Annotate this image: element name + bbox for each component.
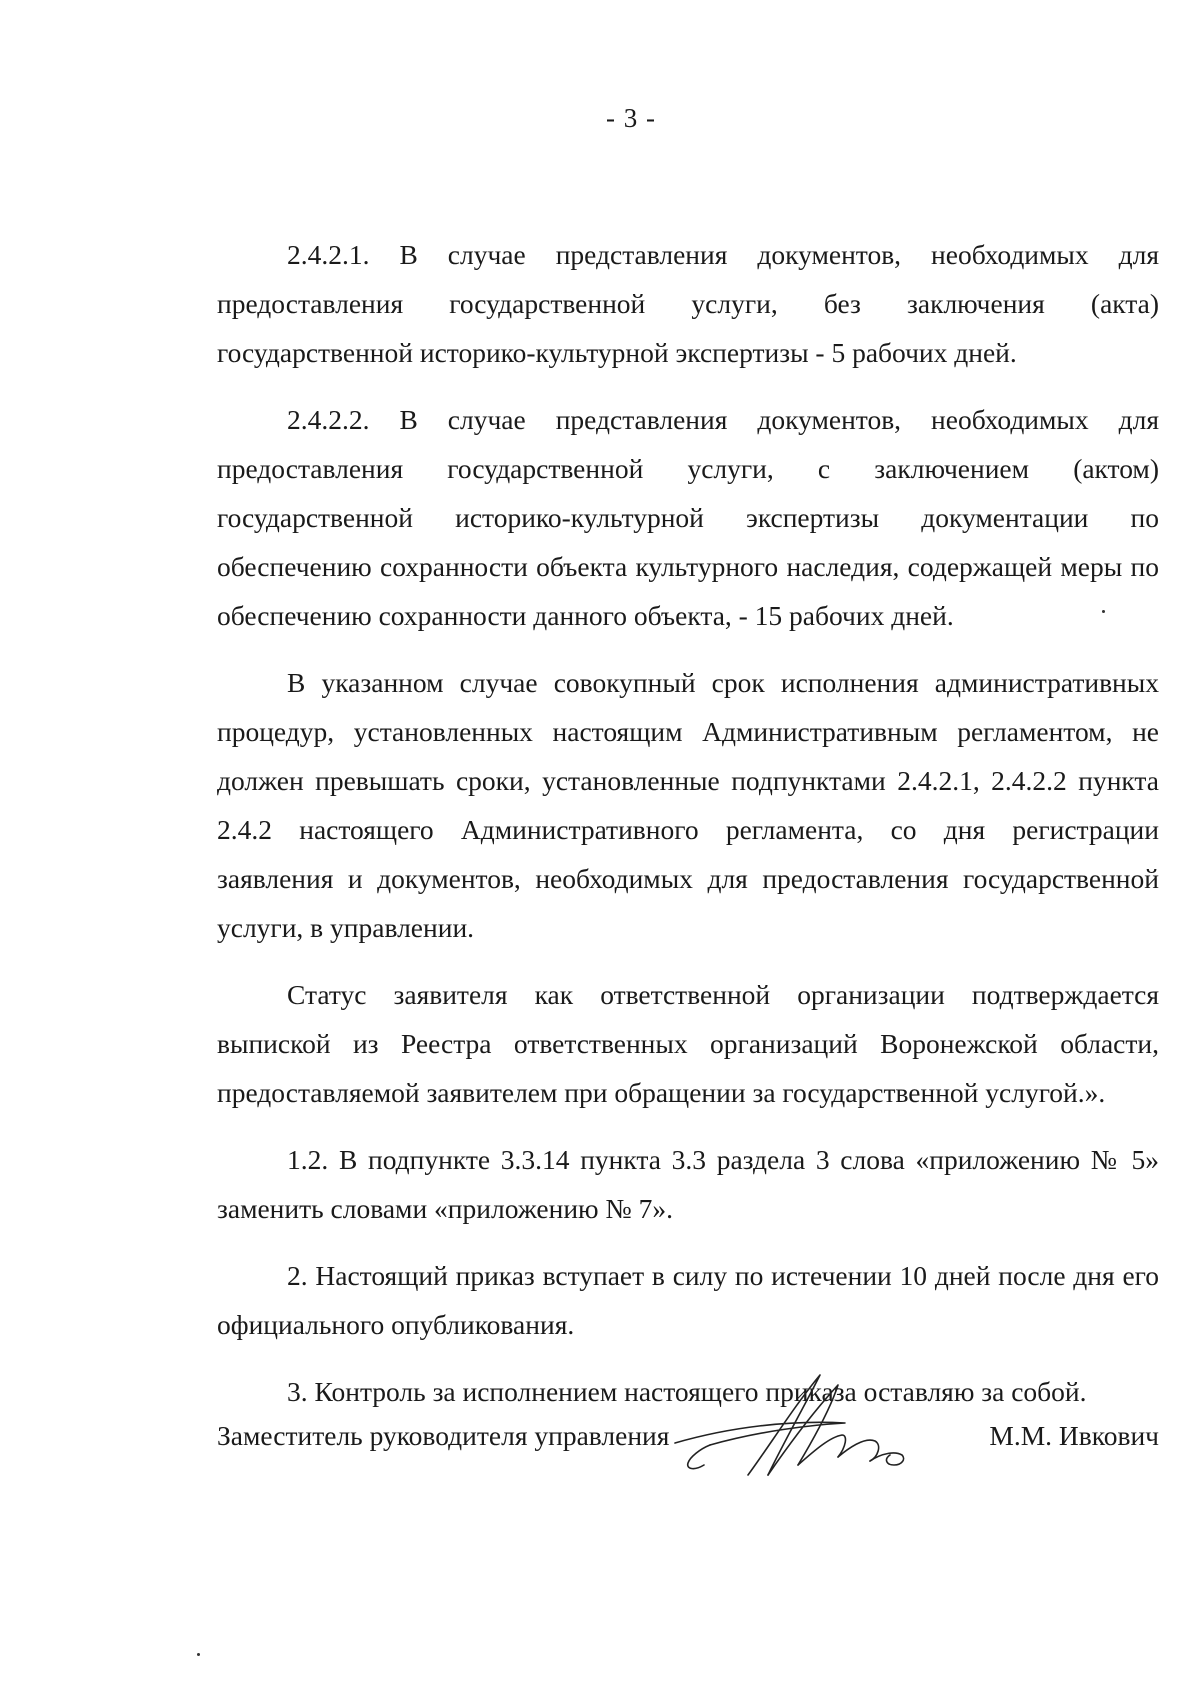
paragraph-combined-term: В указанном случае совокупный срок исполнения административных процедур, установленных настоящим Административным регламентом, не должен превышать сроки, установленные подпунктами 2.4.2.1, 2.4.2.2 пункта 2.4.2 настоящего Административного регламента, со дня регистрации заявления и документов, необходимых для предоставления государственной услуги, в управлении. — [217, 667, 1159, 943]
paragraph-2-effective-date: 2. Настоящий приказ вступает в силу по истечении 10 дней после дня его официального опубликования. — [217, 1260, 1159, 1340]
scan-speck — [197, 1653, 200, 1656]
paragraph-2-4-2-1: 2.4.2.1. В случае представления документов, необходимых для предоставления государственной услуги, без заключения (акта) государственной историко-культурной экспертизы - 5 рабочих дней. — [217, 239, 1159, 368]
signature-block — [217, 1420, 1159, 1480]
signer-name: М.М. Ивкович — [989, 1420, 1159, 1451]
paragraph-1-2: 1.2. В подпункте 3.3.14 пункта 3.3 раздела 3 слова «приложению № 5» заменить словами «приложению № 7». — [217, 1144, 1159, 1224]
page-number: - 3 - — [606, 103, 656, 133]
document-body — [217, 230, 1159, 1416]
signer-position: Заместитель руководителя управления — [217, 1420, 670, 1451]
paragraph-3-control: 3. Контроль за исполнением настоящего приказа оставляю за собой. — [287, 1376, 1087, 1407]
scan-speck — [1102, 610, 1105, 613]
paragraph-applicant-status: Статус заявителя как ответственной организации подтверждается выпиской из Реестра ответственных организаций Воронежской области, предоставляемой заявителем при обращении за государственной услугой.». — [217, 979, 1159, 1108]
paragraph-2-4-2-2: 2.4.2.2. В случае представления документов, необходимых для предоставления государственной услуги, с заключением (актом) государственной историко-культурной экспертизы документации по обеспечению сохранности объекта культурного наследия, содержащей меры по обеспечению сохранности данного объекта, - 15 рабочих дней. — [217, 404, 1159, 631]
